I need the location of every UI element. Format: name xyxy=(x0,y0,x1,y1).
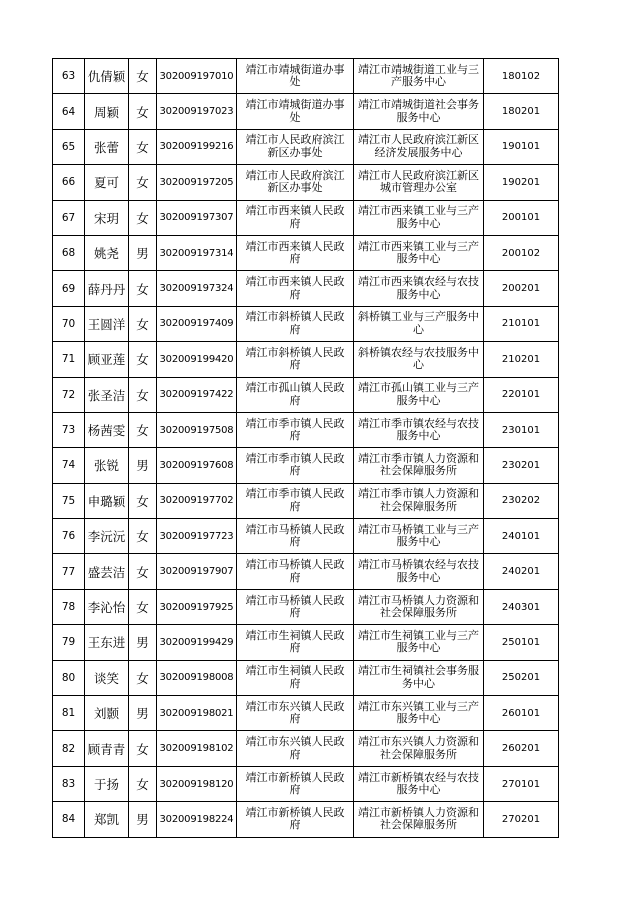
candidate-name-cell: 张圣洁 xyxy=(85,377,129,412)
hiring-unit-cell: 靖江市马桥镇工业与三产服务中心 xyxy=(354,519,484,554)
row-number-cell: 84 xyxy=(53,802,85,837)
candidate-name-cell: 李沁怡 xyxy=(85,589,129,624)
table-row xyxy=(53,625,559,660)
hiring-organization-cell: 靖江市西来镇人民政府 xyxy=(237,235,354,270)
gender-cell: 男 xyxy=(129,802,157,837)
hiring-unit-cell: 靖江市人民政府滨江新区城市管理办公室 xyxy=(354,165,484,200)
position-code-cell: 250201 xyxy=(484,660,559,695)
table-row xyxy=(53,342,559,377)
position-code-cell: 260101 xyxy=(484,696,559,731)
exam-id-cell: 302009198224 xyxy=(157,802,237,837)
candidate-name-cell: 申璐颖 xyxy=(85,483,129,518)
exam-id-cell: 302009197205 xyxy=(157,165,237,200)
hiring-organization-cell: 靖江市季市镇人民政府 xyxy=(237,448,354,483)
hiring-organization-cell: 靖江市孤山镇人民政府 xyxy=(237,377,354,412)
hiring-unit-cell: 靖江市西来镇工业与三产服务中心 xyxy=(354,235,484,270)
candidate-name-cell: 宋玥 xyxy=(85,200,129,235)
table-row xyxy=(53,519,559,554)
position-code-cell: 230202 xyxy=(484,483,559,518)
exam-id-cell: 302009197314 xyxy=(157,235,237,270)
table-row xyxy=(53,660,559,695)
exam-id-cell: 302009197702 xyxy=(157,483,237,518)
row-number-cell: 71 xyxy=(53,342,85,377)
exam-id-cell: 302009197925 xyxy=(157,589,237,624)
table-row xyxy=(53,766,559,801)
hiring-unit-cell: 斜桥镇农经与农技服务中心 xyxy=(354,342,484,377)
row-number-cell: 75 xyxy=(53,483,85,518)
gender-cell: 女 xyxy=(129,519,157,554)
exam-id-cell: 302009197907 xyxy=(157,554,237,589)
row-number-cell: 68 xyxy=(53,235,85,270)
exam-id-cell: 302009197422 xyxy=(157,377,237,412)
row-number-cell: 64 xyxy=(53,94,85,129)
exam-id-cell: 302009197010 xyxy=(157,59,237,94)
gender-cell: 女 xyxy=(129,59,157,94)
gender-cell: 男 xyxy=(129,235,157,270)
candidate-name-cell: 周颖 xyxy=(85,94,129,129)
table-row xyxy=(53,165,559,200)
position-code-cell: 230101 xyxy=(484,412,559,447)
candidate-name-cell: 顾青青 xyxy=(85,731,129,766)
hiring-unit-cell: 靖江市东兴镇工业与三产服务中心 xyxy=(354,696,484,731)
hiring-unit-cell: 靖江市季市镇人力资源和社会保障服务所 xyxy=(354,483,484,518)
exam-id-cell: 302009197409 xyxy=(157,306,237,341)
position-code-cell: 190201 xyxy=(484,165,559,200)
table-row xyxy=(53,306,559,341)
table-row xyxy=(53,377,559,412)
position-code-cell: 240301 xyxy=(484,589,559,624)
gender-cell: 女 xyxy=(129,129,157,164)
hiring-unit-cell: 靖江市孤山镇工业与三产服务中心 xyxy=(354,377,484,412)
exam-id-cell: 302009197023 xyxy=(157,94,237,129)
hiring-organization-cell: 靖江市生祠镇人民政府 xyxy=(237,625,354,660)
table-row xyxy=(53,235,559,270)
row-number-cell: 74 xyxy=(53,448,85,483)
position-code-cell: 260201 xyxy=(484,731,559,766)
exam-id-cell: 302009198008 xyxy=(157,660,237,695)
gender-cell: 女 xyxy=(129,342,157,377)
hiring-organization-cell: 靖江市东兴镇人民政府 xyxy=(237,696,354,731)
hiring-organization-cell: 靖江市人民政府滨江新区办事处 xyxy=(237,165,354,200)
hiring-unit-cell: 靖江市生祠镇工业与三产服务中心 xyxy=(354,625,484,660)
exam-id-cell: 302009197307 xyxy=(157,200,237,235)
candidate-roster-table xyxy=(52,58,559,838)
hiring-organization-cell: 靖江市斜桥镇人民政府 xyxy=(237,306,354,341)
exam-id-cell: 302009197508 xyxy=(157,412,237,447)
hiring-organization-cell: 靖江市新桥镇人民政府 xyxy=(237,766,354,801)
gender-cell: 女 xyxy=(129,94,157,129)
position-code-cell: 270201 xyxy=(484,802,559,837)
row-number-cell: 69 xyxy=(53,271,85,306)
candidate-name-cell: 张锐 xyxy=(85,448,129,483)
row-number-cell: 67 xyxy=(53,200,85,235)
row-number-cell: 72 xyxy=(53,377,85,412)
gender-cell: 男 xyxy=(129,625,157,660)
roster-body xyxy=(53,59,559,838)
hiring-organization-cell: 靖江市马桥镇人民政府 xyxy=(237,554,354,589)
table-row xyxy=(53,412,559,447)
hiring-unit-cell: 靖江市新桥镇农经与农技服务中心 xyxy=(354,766,484,801)
table-row xyxy=(53,731,559,766)
position-code-cell: 230201 xyxy=(484,448,559,483)
position-code-cell: 240101 xyxy=(484,519,559,554)
hiring-unit-cell: 靖江市马桥镇人力资源和社会保障服务所 xyxy=(354,589,484,624)
hiring-organization-cell: 靖江市靖城街道办事处 xyxy=(237,59,354,94)
hiring-unit-cell: 靖江市马桥镇农经与农技服务中心 xyxy=(354,554,484,589)
gender-cell: 女 xyxy=(129,412,157,447)
row-number-cell: 78 xyxy=(53,589,85,624)
hiring-unit-cell: 斜桥镇工业与三产服务中心 xyxy=(354,306,484,341)
table-row xyxy=(53,129,559,164)
hiring-organization-cell: 靖江市人民政府滨江新区办事处 xyxy=(237,129,354,164)
hiring-organization-cell: 靖江市西来镇人民政府 xyxy=(237,200,354,235)
exam-id-cell: 302009198102 xyxy=(157,731,237,766)
candidate-name-cell: 薛丹丹 xyxy=(85,271,129,306)
gender-cell: 女 xyxy=(129,377,157,412)
candidate-name-cell: 仇倩颖 xyxy=(85,59,129,94)
table-row xyxy=(53,483,559,518)
gender-cell: 女 xyxy=(129,554,157,589)
gender-cell: 女 xyxy=(129,731,157,766)
hiring-organization-cell: 靖江市靖城街道办事处 xyxy=(237,94,354,129)
hiring-organization-cell: 靖江市季市镇人民政府 xyxy=(237,483,354,518)
hiring-unit-cell: 靖江市西来镇工业与三产服务中心 xyxy=(354,200,484,235)
exam-id-cell: 302009197608 xyxy=(157,448,237,483)
row-number-cell: 65 xyxy=(53,129,85,164)
candidate-name-cell: 顾亚莲 xyxy=(85,342,129,377)
row-number-cell: 77 xyxy=(53,554,85,589)
position-code-cell: 220101 xyxy=(484,377,559,412)
hiring-organization-cell: 靖江市斜桥镇人民政府 xyxy=(237,342,354,377)
position-code-cell: 240201 xyxy=(484,554,559,589)
gender-cell: 女 xyxy=(129,589,157,624)
row-number-cell: 73 xyxy=(53,412,85,447)
exam-id-cell: 302009198120 xyxy=(157,766,237,801)
candidate-name-cell: 姚尧 xyxy=(85,235,129,270)
gender-cell: 女 xyxy=(129,660,157,695)
table-row xyxy=(53,200,559,235)
exam-id-cell: 302009199420 xyxy=(157,342,237,377)
row-number-cell: 76 xyxy=(53,519,85,554)
gender-cell: 女 xyxy=(129,766,157,801)
hiring-organization-cell: 靖江市季市镇人民政府 xyxy=(237,412,354,447)
table-row xyxy=(53,271,559,306)
position-code-cell: 180201 xyxy=(484,94,559,129)
row-number-cell: 80 xyxy=(53,660,85,695)
hiring-unit-cell: 靖江市靖城街道工业与三产服务中心 xyxy=(354,59,484,94)
table-row xyxy=(53,696,559,731)
candidate-name-cell: 李沅沅 xyxy=(85,519,129,554)
position-code-cell: 210201 xyxy=(484,342,559,377)
hiring-unit-cell: 靖江市生祠镇社会事务服务中心 xyxy=(354,660,484,695)
row-number-cell: 83 xyxy=(53,766,85,801)
hiring-unit-cell: 靖江市新桥镇人力资源和社会保障服务所 xyxy=(354,802,484,837)
candidate-name-cell: 于扬 xyxy=(85,766,129,801)
hiring-organization-cell: 靖江市西来镇人民政府 xyxy=(237,271,354,306)
candidate-name-cell: 谈笑 xyxy=(85,660,129,695)
hiring-organization-cell: 靖江市马桥镇人民政府 xyxy=(237,519,354,554)
hiring-unit-cell: 靖江市西来镇农经与农技服务中心 xyxy=(354,271,484,306)
hiring-unit-cell: 靖江市季市镇人力资源和社会保障服务所 xyxy=(354,448,484,483)
exam-id-cell: 302009199429 xyxy=(157,625,237,660)
exam-id-cell: 302009199216 xyxy=(157,129,237,164)
exam-id-cell: 302009197324 xyxy=(157,271,237,306)
table-row xyxy=(53,59,559,94)
position-code-cell: 180102 xyxy=(484,59,559,94)
row-number-cell: 82 xyxy=(53,731,85,766)
candidate-name-cell: 王东进 xyxy=(85,625,129,660)
hiring-organization-cell: 靖江市马桥镇人民政府 xyxy=(237,589,354,624)
table-row xyxy=(53,589,559,624)
exam-id-cell: 302009198021 xyxy=(157,696,237,731)
hiring-organization-cell: 靖江市东兴镇人民政府 xyxy=(237,731,354,766)
gender-cell: 女 xyxy=(129,271,157,306)
position-code-cell: 200102 xyxy=(484,235,559,270)
gender-cell: 女 xyxy=(129,200,157,235)
row-number-cell: 79 xyxy=(53,625,85,660)
hiring-unit-cell: 靖江市靖城街道社会事务服务中心 xyxy=(354,94,484,129)
gender-cell: 女 xyxy=(129,165,157,200)
table-row xyxy=(53,554,559,589)
position-code-cell: 250101 xyxy=(484,625,559,660)
table-row xyxy=(53,94,559,129)
candidate-name-cell: 刘颢 xyxy=(85,696,129,731)
hiring-unit-cell: 靖江市东兴镇人力资源和社会保障服务所 xyxy=(354,731,484,766)
position-code-cell: 270101 xyxy=(484,766,559,801)
candidate-name-cell: 夏可 xyxy=(85,165,129,200)
hiring-unit-cell: 靖江市季市镇农经与农技服务中心 xyxy=(354,412,484,447)
position-code-cell: 200101 xyxy=(484,200,559,235)
table-row xyxy=(53,802,559,837)
position-code-cell: 210101 xyxy=(484,306,559,341)
hiring-unit-cell: 靖江市人民政府滨江新区经济发展服务中心 xyxy=(354,129,484,164)
candidate-name-cell: 王圆洋 xyxy=(85,306,129,341)
position-code-cell: 190101 xyxy=(484,129,559,164)
table-row xyxy=(53,448,559,483)
gender-cell: 男 xyxy=(129,696,157,731)
row-number-cell: 70 xyxy=(53,306,85,341)
hiring-organization-cell: 靖江市生祠镇人民政府 xyxy=(237,660,354,695)
candidate-name-cell: 郑凯 xyxy=(85,802,129,837)
gender-cell: 女 xyxy=(129,483,157,518)
hiring-organization-cell: 靖江市新桥镇人民政府 xyxy=(237,802,354,837)
candidate-name-cell: 杨茜雯 xyxy=(85,412,129,447)
row-number-cell: 66 xyxy=(53,165,85,200)
gender-cell: 男 xyxy=(129,448,157,483)
position-code-cell: 200201 xyxy=(484,271,559,306)
candidate-name-cell: 张蕾 xyxy=(85,129,129,164)
gender-cell: 女 xyxy=(129,306,157,341)
exam-id-cell: 302009197723 xyxy=(157,519,237,554)
candidate-name-cell: 盛芸洁 xyxy=(85,554,129,589)
row-number-cell: 63 xyxy=(53,59,85,94)
row-number-cell: 81 xyxy=(53,696,85,731)
